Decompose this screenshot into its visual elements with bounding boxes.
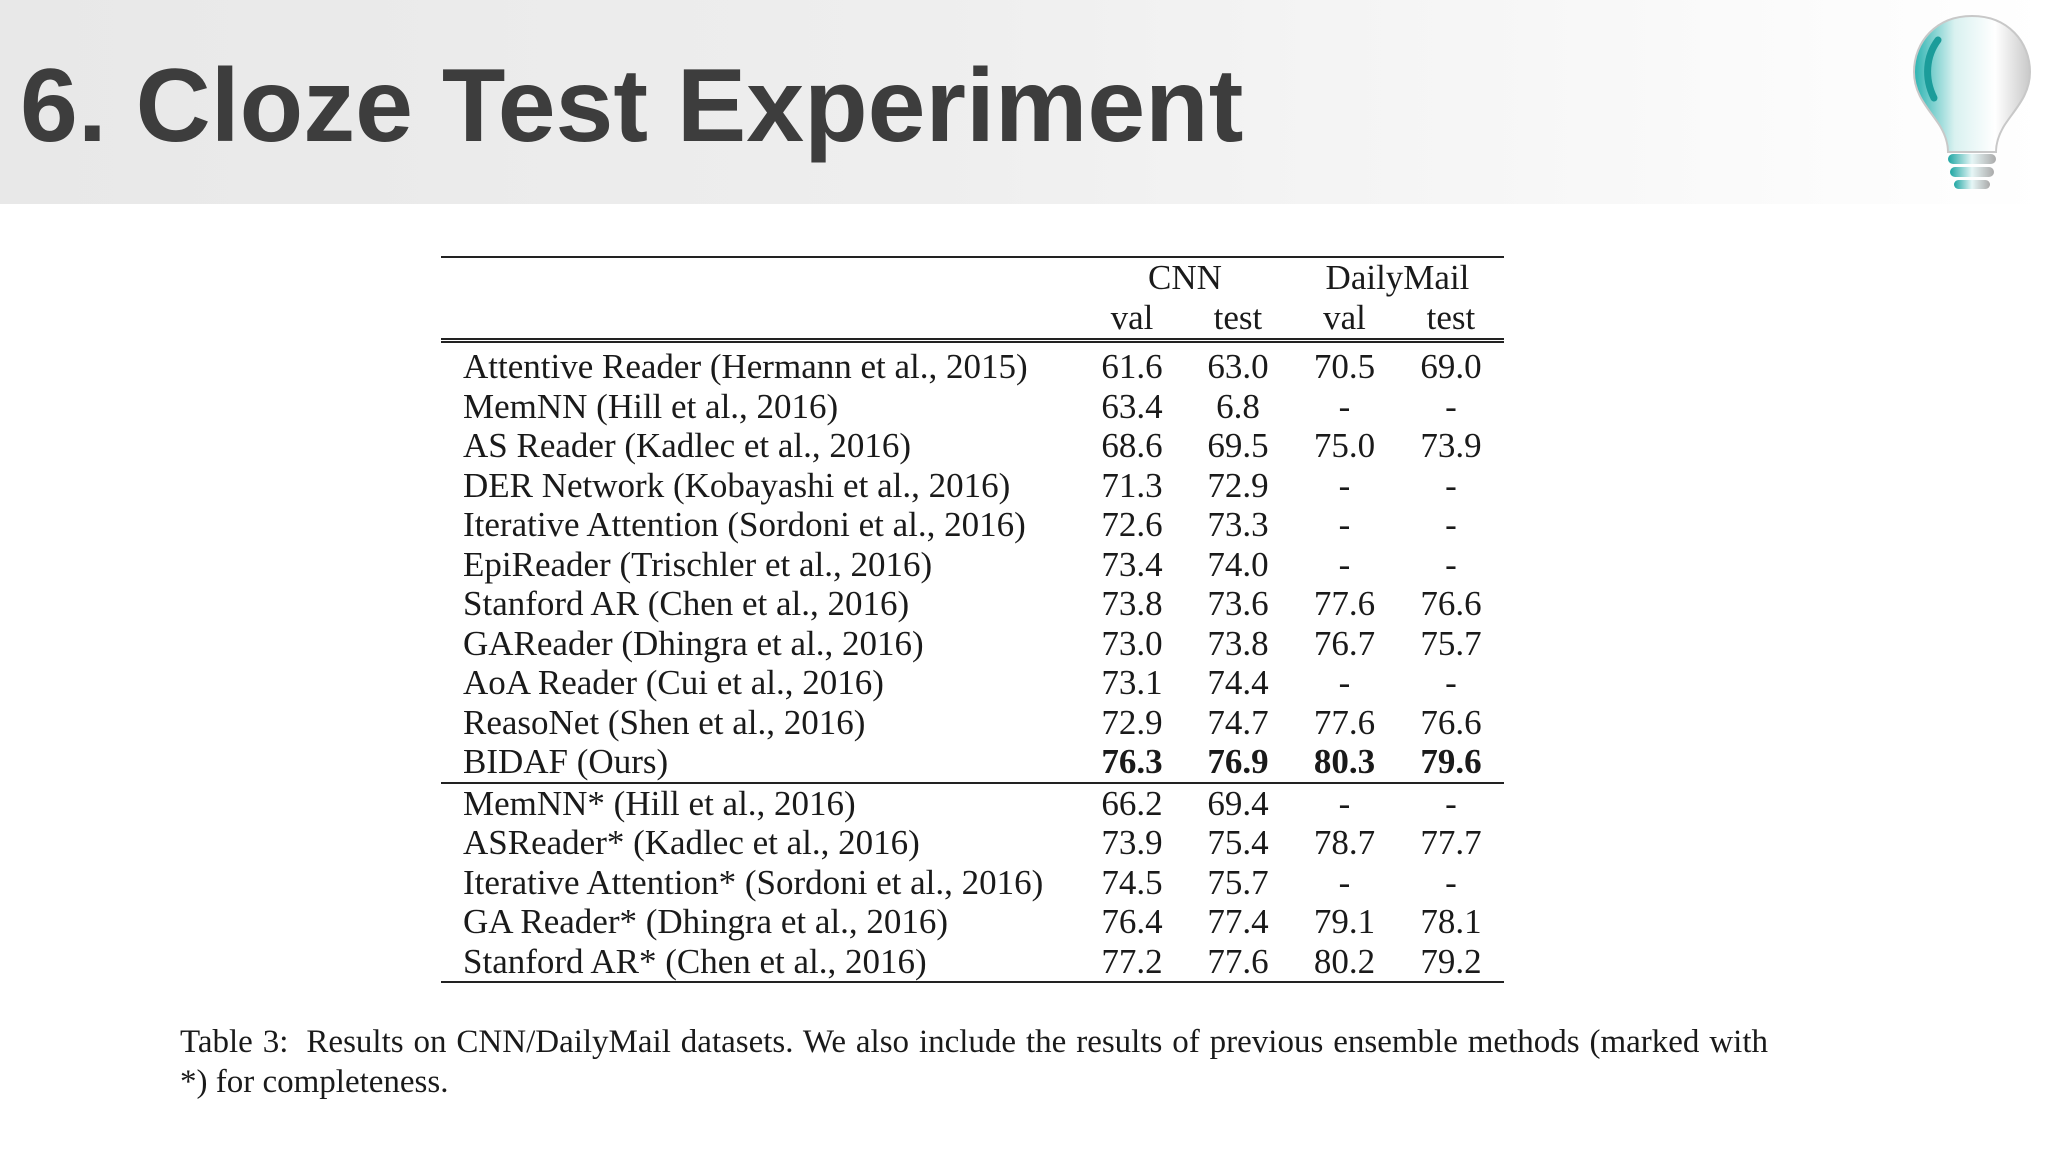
cnn-test: 69.5 — [1207, 426, 1269, 465]
table-row — [441, 863, 1504, 903]
model-name: Iterative Attention* (Sordoni et al., 2016) — [463, 862, 1044, 902]
dm-val: 76.7 — [1313, 623, 1376, 663]
table-row — [441, 545, 1504, 585]
table-row — [441, 823, 1504, 863]
table-row — [441, 942, 1504, 983]
model-name: GA Reader* (Dhingra et al., 2016) — [463, 902, 948, 941]
header-cnn: CNN — [1148, 258, 1222, 297]
table-row-ours — [441, 742, 1504, 783]
dm-val: - — [1338, 663, 1351, 702]
dm-test: 69.0 — [1420, 347, 1482, 386]
table-group-header — [441, 257, 1504, 298]
lightbulb-icon — [1908, 10, 2036, 196]
header-dm-test: test — [1398, 298, 1504, 341]
cnn-val: 76.4 — [1101, 902, 1163, 941]
cnn-test: 77.6 — [1207, 941, 1269, 981]
model-name: Stanford AR* (Chen et al., 2016) — [463, 941, 927, 981]
dm-test: 77.7 — [1420, 823, 1482, 862]
table-row — [441, 426, 1504, 466]
dm-val: 79.1 — [1313, 902, 1376, 941]
cnn-test: 73.6 — [1207, 584, 1269, 623]
cnn-val: 72.6 — [1101, 505, 1163, 544]
model-name: ReasoNet (Shen et al., 2016) — [463, 702, 866, 742]
model-name: AoA Reader (Cui et al., 2016) — [463, 663, 884, 702]
header-cnn-test: test — [1185, 298, 1291, 341]
cnn-val: 73.9 — [1101, 823, 1163, 862]
cnn-test: 75.4 — [1207, 823, 1269, 862]
table-row — [441, 341, 1504, 387]
cnn-val: 68.6 — [1101, 426, 1163, 465]
dm-val: - — [1338, 544, 1351, 584]
dm-test: - — [1445, 862, 1457, 902]
model-name: Attentive Reader (Hermann et al., 2015) — [463, 347, 1028, 386]
slide-title: 6. Cloze Test Experiment — [20, 48, 1244, 164]
cnn-val: 76.3 — [1079, 742, 1185, 783]
dm-test: 79.6 — [1398, 742, 1504, 783]
table-row — [441, 466, 1504, 506]
header-cnn-val: val — [1079, 298, 1185, 341]
model-name: ASReader* (Kadlec et al., 2016) — [463, 823, 920, 862]
dm-test: - — [1445, 663, 1457, 702]
caption-text: Results on CNN/DailyMail datasets. We also include the results of previous ensemble methods (marked with *) for completeness. — [180, 1024, 1769, 1100]
dm-test: - — [1445, 544, 1457, 584]
model-name: Iterative Attention (Sordoni et al., 2016) — [463, 505, 1026, 544]
cnn-test: 73.8 — [1207, 623, 1269, 663]
dm-test: 76.6 — [1420, 584, 1482, 623]
cnn-val: 73.1 — [1101, 663, 1163, 702]
cnn-val: 66.2 — [1101, 783, 1163, 823]
cnn-test: 63.0 — [1207, 347, 1269, 386]
cnn-val: 73.8 — [1101, 584, 1163, 623]
cnn-test: 72.9 — [1207, 465, 1269, 505]
dm-test: - — [1445, 386, 1457, 426]
header-blank — [441, 298, 1079, 341]
dm-test: - — [1445, 505, 1457, 544]
caption-label: Table 3: — [180, 1024, 289, 1060]
dm-test: 78.1 — [1420, 902, 1482, 941]
model-name: MemNN (Hill et al., 2016) — [463, 386, 839, 426]
cnn-val: 73.4 — [1101, 544, 1163, 584]
table-row — [441, 703, 1504, 743]
table-row — [441, 387, 1504, 427]
model-name: EpiReader (Trischler et al., 2016) — [463, 544, 933, 584]
model-name: Stanford AR (Chen et al., 2016) — [463, 584, 910, 623]
table-body — [441, 341, 1504, 983]
dm-val: 77.6 — [1313, 584, 1376, 623]
dm-val: 80.2 — [1313, 941, 1376, 981]
cnn-test: 74.4 — [1207, 663, 1269, 702]
cnn-val: 77.2 — [1101, 941, 1163, 981]
dm-test: - — [1445, 465, 1457, 505]
model-name: AS Reader (Kadlec et al., 2016) — [463, 426, 912, 465]
model-name: MemNN* (Hill et al., 2016) — [463, 783, 856, 823]
cnn-test: 76.9 — [1185, 742, 1291, 783]
results-table — [441, 256, 1504, 983]
cnn-test: 6.8 — [1216, 386, 1260, 426]
dm-val: 70.5 — [1313, 347, 1376, 386]
cnn-test: 69.4 — [1207, 783, 1269, 823]
cnn-val: 63.4 — [1101, 386, 1163, 426]
dm-val: - — [1338, 465, 1351, 505]
table-row — [441, 663, 1504, 703]
cnn-test: 73.3 — [1207, 505, 1269, 544]
results-table-container — [441, 256, 1504, 983]
dm-test: 73.9 — [1420, 426, 1482, 465]
header-dailymail: DailyMail — [1325, 258, 1470, 297]
table-sub-header — [441, 298, 1504, 341]
cnn-val: 61.6 — [1101, 347, 1163, 386]
table-row — [441, 584, 1504, 624]
dm-val: 80.3 — [1291, 742, 1398, 783]
cnn-test: 75.7 — [1207, 862, 1269, 902]
dm-test: 76.6 — [1420, 702, 1482, 742]
dm-val: 78.7 — [1313, 823, 1376, 862]
dm-val: 77.6 — [1313, 702, 1376, 742]
table-row — [441, 505, 1504, 545]
cnn-test: 74.0 — [1207, 544, 1269, 584]
table-row — [441, 783, 1504, 824]
dm-val: - — [1338, 386, 1351, 426]
table-row — [441, 902, 1504, 942]
table-row — [441, 624, 1504, 664]
dm-val: - — [1338, 862, 1351, 902]
dm-val: - — [1338, 505, 1351, 544]
header-blank — [441, 257, 1079, 298]
cnn-val: 73.0 — [1101, 623, 1163, 663]
cnn-test: 77.4 — [1207, 902, 1269, 941]
cnn-val: 71.3 — [1101, 465, 1163, 505]
model-name: BIDAF (Ours) — [441, 742, 1079, 783]
dm-test: - — [1445, 783, 1457, 823]
model-name: DER Network (Kobayashi et al., 2016) — [463, 465, 1011, 505]
model-name: GAReader (Dhingra et al., 2016) — [463, 623, 924, 663]
dm-val: 75.0 — [1313, 426, 1376, 465]
dm-test: 75.7 — [1420, 623, 1482, 663]
dm-test: 79.2 — [1420, 941, 1482, 981]
table-caption — [180, 1022, 1768, 1102]
dm-val: - — [1338, 783, 1351, 823]
cnn-val: 74.5 — [1101, 862, 1163, 902]
cnn-test: 74.7 — [1207, 702, 1269, 742]
header-dm-val: val — [1291, 298, 1398, 341]
cnn-val: 72.9 — [1101, 702, 1163, 742]
